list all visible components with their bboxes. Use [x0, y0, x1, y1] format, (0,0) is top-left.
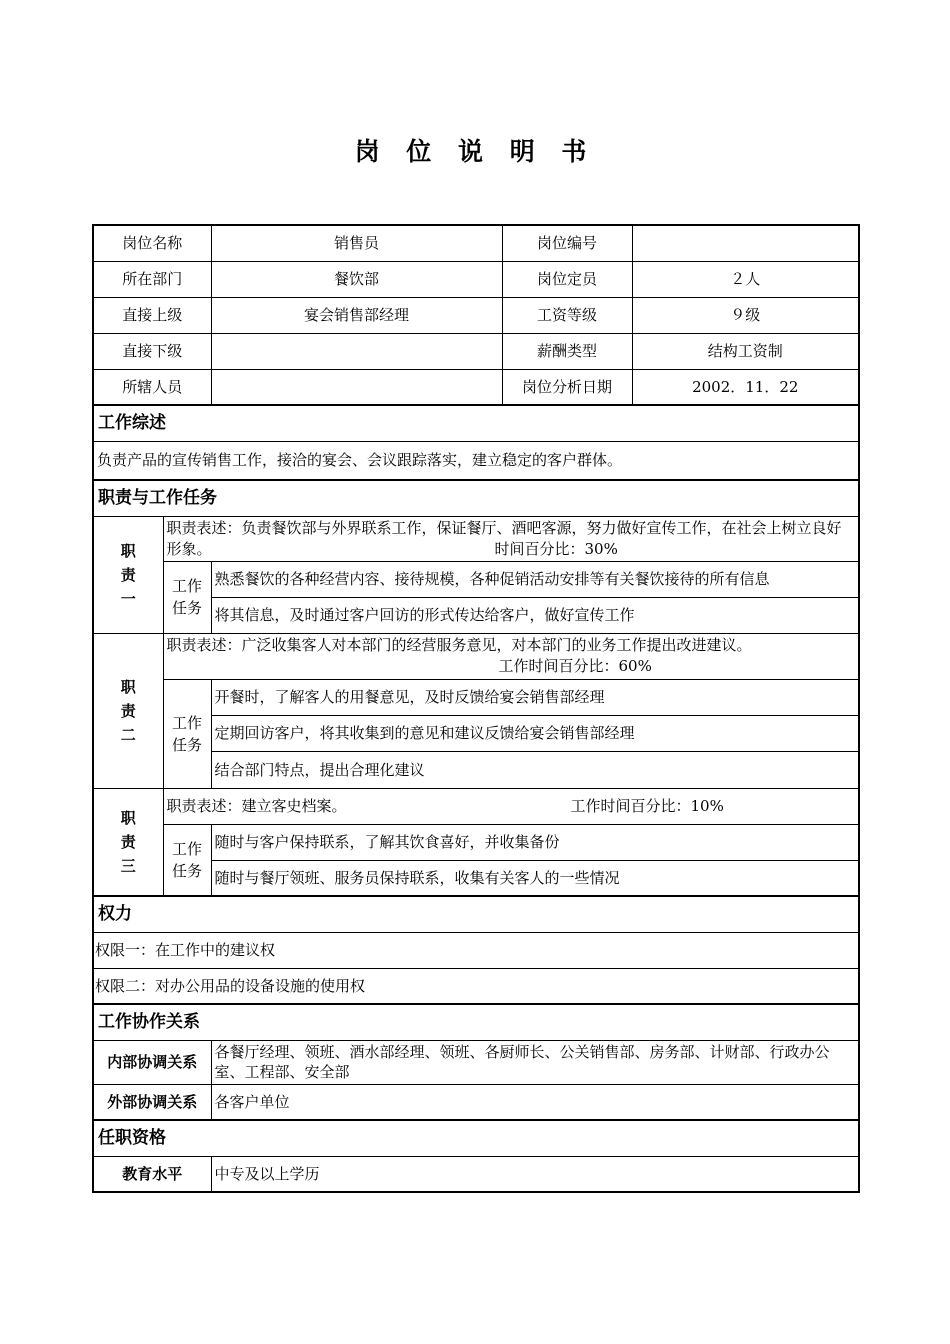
task-label	[163, 561, 211, 633]
field-label: 所辖人员	[93, 369, 211, 405]
duty-label-char: 三	[120, 856, 136, 875]
internal-relation-text: 各餐厅经理、领班、酒水部经理、领班、各厨师长、公关销售部、房务部、计财部、行政办公室、工程部、安全部	[211, 1040, 859, 1084]
qualification-row	[93, 1156, 859, 1192]
summary-row	[93, 441, 859, 480]
task-text: 将其信息，及时通过客户回访的形式传达给客户，做好宣传工作	[211, 597, 859, 633]
duty-statement	[163, 516, 859, 561]
section-heading-row	[93, 405, 859, 441]
section-heading: 工作综述	[93, 405, 859, 441]
field-value: 餐饮部	[211, 261, 502, 297]
field-label: 岗位分析日期	[502, 369, 632, 405]
task-label	[163, 679, 211, 788]
field-value: 销售员	[211, 225, 502, 261]
task-text: 随时与餐厅领班、服务员保持联系，收集有关客人的一些情况	[211, 860, 859, 896]
field-label: 薪酬类型	[502, 333, 632, 369]
time-percent: 工作时间百分比：60%	[498, 657, 652, 675]
basic-row	[93, 261, 859, 297]
relation-row	[93, 1084, 859, 1120]
task-label-line: 任务	[172, 861, 203, 880]
relation-row	[93, 1040, 859, 1084]
authority-row	[93, 968, 859, 1004]
section-heading-row	[93, 896, 859, 932]
basic-row	[93, 297, 859, 333]
summary-text: 负责产品的宣传销售工作，接洽的宴会、会议跟踪落实，建立稳定的客户群体。	[93, 441, 859, 480]
external-relation-label: 外部协调关系	[93, 1084, 211, 1120]
task-row	[93, 561, 859, 597]
duty-statement-row	[93, 788, 859, 824]
section-heading-row	[93, 1120, 859, 1156]
duty-statement-row	[93, 516, 859, 561]
field-value: ９级	[632, 297, 859, 333]
duty-label-char: 职	[120, 677, 136, 696]
field-value: 2002．11．22	[632, 369, 859, 405]
duty-label-char: 一	[120, 589, 136, 608]
section-heading-row	[93, 480, 859, 516]
field-value	[211, 369, 502, 405]
duty-label-char: 职	[120, 541, 136, 560]
field-label: 岗位编号	[502, 225, 632, 261]
field-label: 直接上级	[93, 297, 211, 333]
authority-item: 权限一：在工作中的建议权	[93, 932, 859, 968]
education-value: 中专及以上学历	[211, 1156, 859, 1192]
task-label-line: 任务	[172, 735, 203, 754]
field-value: 宴会销售部经理	[211, 297, 502, 333]
field-value	[632, 225, 859, 261]
duty-statement-text: 职责表述：建立客史档案。	[166, 796, 347, 815]
education-label: 教育水平	[93, 1156, 211, 1192]
section-heading: 职责与工作任务	[93, 480, 859, 516]
duty-statement-row	[93, 633, 859, 679]
duty-label	[93, 633, 163, 788]
field-value: 结构工资制	[632, 333, 859, 369]
duty-statement	[163, 788, 859, 824]
task-text: 结合部门特点，提出合理化建议	[211, 751, 859, 788]
task-label-line: 工作	[172, 577, 203, 595]
field-label: 工资等级	[502, 297, 632, 333]
duty-statement-text: 职责表述：广泛收集客人对本部门的经营服务意见，对本部门的业务工作提出改进建议。	[166, 636, 752, 654]
section-heading-row	[93, 1004, 859, 1040]
basic-row	[93, 369, 859, 405]
external-relation-text: 各客户单位	[211, 1084, 859, 1120]
task-text: 熟悉餐饮的各种经营内容、接待规模，各种促销活动安排等有关餐饮接待的所有信息	[211, 561, 859, 597]
task-label	[163, 824, 211, 896]
field-label: 直接下级	[93, 333, 211, 369]
task-row	[93, 679, 859, 715]
duty-label-char: 责	[120, 701, 136, 720]
authority-row	[93, 932, 859, 968]
field-label: 所在部门	[93, 261, 211, 297]
duty-statement	[163, 633, 859, 679]
section-heading: 任职资格	[93, 1120, 859, 1156]
duty-label	[93, 788, 163, 896]
section-heading: 工作协作关系	[93, 1004, 859, 1040]
basic-row	[93, 225, 859, 261]
duty-label-char: 责	[120, 832, 136, 851]
duty-statement-text: 职责表述：负责餐饮部与外界联系工作，保证餐厅、酒吧客源，努力做好宣传工作，在社会上树立良好形象。	[166, 518, 842, 558]
field-value: ２人	[632, 261, 859, 297]
field-label: 岗位名称	[93, 225, 211, 261]
time-percent: 时间百分比：30%	[494, 539, 618, 558]
duty-label-char: 二	[120, 725, 136, 744]
duty-label-char: 责	[120, 565, 136, 584]
task-text: 随时与客户保持联系，了解其饮食喜好，并收集备份	[211, 824, 859, 860]
task-label-line: 任务	[172, 599, 203, 617]
time-percent: 工作时间百分比：10%	[570, 796, 724, 815]
section-heading: 权力	[93, 896, 859, 932]
duty-label-char: 职	[120, 808, 136, 827]
task-text: 定期回访客户，将其收集到的意见和建议反馈给宴会销售部经理	[211, 715, 859, 751]
task-label-line: 工作	[172, 713, 203, 732]
page-title: 岗 位 说 明 书	[354, 137, 596, 166]
task-label-line: 工作	[172, 839, 203, 858]
internal-relation-label: 内部协调关系	[93, 1040, 211, 1084]
field-label: 岗位定员	[502, 261, 632, 297]
basic-row	[93, 333, 859, 369]
task-row	[93, 824, 859, 860]
field-value	[211, 333, 502, 369]
duty-label	[93, 516, 163, 633]
task-text: 开餐时，了解客人的用餐意见，及时反馈给宴会销售部经理	[211, 679, 859, 715]
job-description-table	[92, 224, 860, 1193]
authority-item: 权限二：对办公用品的设备设施的使用权	[93, 968, 859, 1004]
